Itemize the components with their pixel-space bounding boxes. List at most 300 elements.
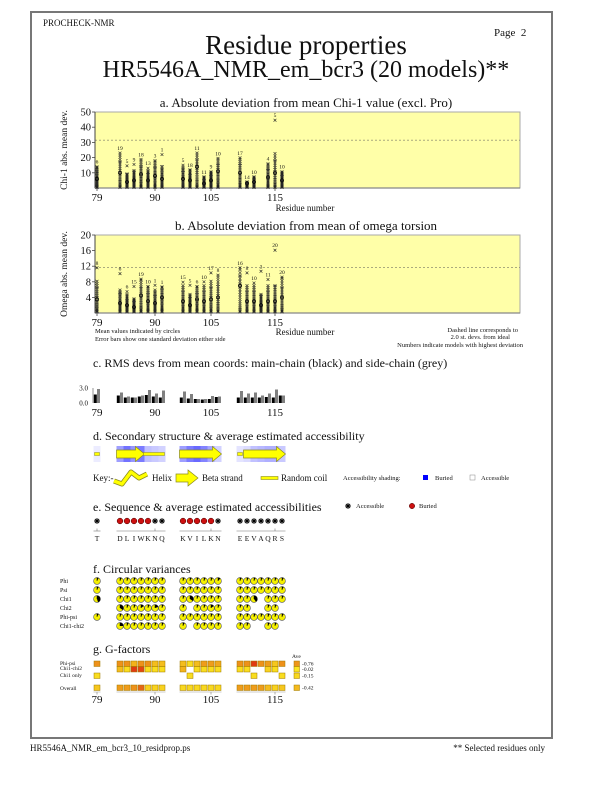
- accessible-residue-icon: [279, 518, 285, 524]
- g-factor-cell: [244, 661, 250, 667]
- g-factor-cell: [272, 661, 278, 667]
- variance-dial-icon: [215, 587, 222, 594]
- residue-letter: V: [187, 534, 193, 543]
- variance-dial-icon: [237, 605, 244, 612]
- variance-dial-icon: [237, 587, 244, 594]
- main-chain-bar: [237, 398, 240, 404]
- omega-model-label: 20: [272, 243, 278, 250]
- chi1-model-label: 5: [181, 158, 185, 165]
- omega-model-label: 19: [138, 272, 144, 279]
- accessibility-shading-label: Accessibility shading:: [343, 475, 401, 482]
- residue-letter: I: [195, 534, 199, 543]
- variance-dial-icon: [272, 578, 279, 585]
- accessible-residue-icon: [265, 518, 271, 524]
- omega-model-label: 8: [216, 268, 220, 275]
- variance-dial-icon: [208, 614, 215, 621]
- variance-dial-icon: [145, 623, 152, 630]
- omega-model-label: 16: [237, 260, 243, 267]
- main-chain-bar: [251, 398, 254, 404]
- omega-model-label: 6: [125, 284, 129, 291]
- variance-dial-icon: [244, 605, 251, 612]
- g-factor-cell: [279, 661, 285, 667]
- variance-dial-icon: [180, 587, 187, 594]
- variance-dial-icon: [187, 596, 194, 603]
- coil-key-icon: [261, 477, 278, 480]
- g-factor-average-value: -0.42: [302, 685, 314, 692]
- residue-letter: N: [152, 534, 158, 543]
- g-factor-cell: [187, 685, 193, 691]
- g-factor-cell: [251, 685, 257, 691]
- variance-dial-icon: [180, 605, 187, 612]
- circular-variance-row-label: Psi: [60, 588, 68, 594]
- side-chain-bar: [197, 399, 200, 403]
- g-factor-x-tick-label: 90: [149, 694, 161, 706]
- variance-dial-icon: [124, 614, 131, 621]
- note-st-devs: 2.0 st. devs. from ideal: [450, 334, 510, 341]
- accessible-residue-icon: [152, 518, 158, 524]
- accessible-residue-icon: [272, 518, 278, 524]
- g-factor-cell: [145, 661, 151, 667]
- accessible-residue-icon: [94, 518, 100, 524]
- g-factor-average-cell: [294, 685, 300, 691]
- rms-x-tick-label: 115: [266, 407, 284, 419]
- residue-letter: S: [279, 534, 285, 543]
- secondary-structure-title: d. Secondary structure & average estimated accessibility: [93, 429, 365, 443]
- g-factors-grid: [60, 661, 314, 706]
- buried-residue-icon: [180, 518, 186, 524]
- g-factor-cell: [265, 667, 271, 673]
- page-subtitle: HR5546A_NMR_em_bcr3 (20 models)**: [102, 57, 510, 83]
- side-chain-bar: [240, 391, 243, 403]
- circular-variance-row-label: Chi1: [60, 597, 72, 603]
- variance-dial-icon: [159, 614, 166, 621]
- chi1-model-label: 6: [95, 159, 99, 166]
- variance-dial-icon: [131, 578, 138, 585]
- main-chain-bar: [117, 396, 120, 404]
- asterisk-spokes: [265, 518, 271, 524]
- main-chain-bar: [272, 398, 275, 404]
- g-factor-cell: [201, 685, 207, 691]
- main-chain-bar: [208, 399, 211, 403]
- residue-letter: W: [137, 534, 145, 543]
- variance-dial-icon: [279, 614, 286, 621]
- omega-model-label: 1: [153, 278, 157, 285]
- variance-dial-icon: [208, 605, 215, 612]
- g-factor-cell: [208, 685, 214, 691]
- variance-dial-icon: [145, 605, 152, 612]
- chi1-model-label: 4: [266, 156, 270, 163]
- variance-dial-icon: [201, 587, 208, 594]
- variance-dial-icon: [145, 578, 152, 585]
- omega-y-tick-label: 12: [80, 261, 91, 273]
- g-factor-cell: [215, 667, 221, 673]
- variance-dial-icon: [194, 623, 201, 630]
- side-chain-bar: [155, 394, 158, 404]
- chi1-model-label: 1: [160, 147, 164, 154]
- side-chain-bar: [141, 396, 144, 404]
- g-factor-cell: [152, 667, 158, 673]
- variance-dial-icon: [265, 578, 272, 585]
- figure-marks: [60, 108, 520, 707]
- g-factor-row-label: Overall: [60, 686, 77, 692]
- g-factor-cell: [237, 667, 243, 673]
- variance-dial-icon: [124, 605, 131, 612]
- g-factor-cell: [187, 661, 193, 667]
- note-model-numbers: Numbers indicate models with highest deviation: [397, 342, 523, 349]
- chi1-plot-area: [95, 112, 520, 188]
- residue-letter: K: [145, 534, 151, 543]
- g-factor-cell: [251, 661, 257, 667]
- variance-dial-icon: [117, 623, 124, 630]
- circular-variance-row-label: Chi2: [60, 606, 72, 612]
- g-factor-cell: [131, 685, 137, 691]
- asterisk-spokes: [251, 518, 257, 524]
- variance-dial-icon: [251, 596, 258, 603]
- variance-dial-icon: [215, 596, 222, 603]
- g-factor-x-tick-label: 115: [266, 694, 284, 706]
- omega-x-tick-label: 105: [202, 317, 220, 329]
- g-factor-cell: [138, 667, 144, 673]
- g-factor-cell: [251, 673, 257, 679]
- omega-model-label: 11: [265, 272, 271, 279]
- sequence-track: [94, 518, 286, 543]
- random-coil: [144, 453, 165, 456]
- chi1-y-axis-label: Chi-1 abs. mean dev.: [60, 110, 70, 190]
- g-factors-title: g. G-factors: [93, 642, 151, 656]
- main-chain-bar: [159, 398, 162, 404]
- chi1-y-tick-label: 10: [80, 168, 91, 180]
- residue-letter: Q: [265, 534, 271, 543]
- g-factor-cell: [131, 661, 137, 667]
- variance-dial-icon: [237, 596, 244, 603]
- asterisk-spokes: [215, 518, 221, 524]
- variance-dial-icon: [152, 623, 159, 630]
- omega-y-tick-label: 4: [85, 292, 91, 304]
- g-factor-x-tick-label: 79: [91, 694, 103, 706]
- asterisk-spokes: [159, 518, 165, 524]
- variance-dial-icon: [272, 596, 279, 603]
- side-chain-bar: [282, 396, 285, 404]
- omega-y-tick-label: 8: [85, 277, 91, 289]
- accessible-residue-icon: [251, 518, 257, 524]
- buried-swatch-icon: [423, 475, 428, 480]
- buried-residue-icon: [117, 518, 123, 524]
- residue-letter: E: [244, 534, 250, 543]
- variance-dial-icon: [180, 614, 187, 621]
- variance-dial-icon: [265, 587, 272, 594]
- variance-dial-icon: [117, 596, 124, 603]
- sequence-title: e. Sequence & average estimated accessibilities: [93, 500, 322, 514]
- variance-dial-icon: [131, 614, 138, 621]
- g-factor-cell: [138, 661, 144, 667]
- residue-letter: R: [272, 534, 278, 543]
- g-factor-cell: [159, 685, 165, 691]
- omega-model-label: 15: [180, 275, 186, 282]
- variance-dial-icon: [194, 596, 201, 603]
- omega-x-tick-label: 79: [91, 317, 103, 329]
- variance-dial-icon: [251, 587, 258, 594]
- side-chain-bar: [204, 399, 207, 403]
- g-factor-cell: [124, 661, 130, 667]
- variance-dial-icon: [265, 605, 272, 612]
- variance-dial-icon: [152, 605, 159, 612]
- chi1-model-label: 3: [153, 153, 157, 160]
- accessible-legend-label: Accessible: [356, 503, 385, 510]
- chi1-model-label: 11: [194, 146, 200, 153]
- variance-dial-icon: [194, 587, 201, 594]
- g-factor-row-label: Chi1 only: [60, 673, 82, 679]
- omega-model-label: 10: [251, 275, 257, 282]
- variance-dial-icon: [272, 614, 279, 621]
- rms-y-tick-label: 0.0: [79, 399, 88, 408]
- asterisk-spokes: [237, 518, 243, 524]
- g-factor-cell: [194, 685, 200, 691]
- key-prefix: Key:-: [93, 473, 114, 483]
- variance-dial-icon: [138, 605, 145, 612]
- residue-letter: V: [251, 534, 257, 543]
- chi1-y-tick-label: 30: [80, 137, 91, 149]
- variance-dial-icon: [131, 587, 138, 594]
- buried-residue-icon: [131, 518, 137, 524]
- side-chain-bar: [127, 397, 130, 404]
- variance-dial-icon: [244, 596, 251, 603]
- g-factor-average-cell: [294, 667, 300, 673]
- residue-letter: I: [132, 534, 136, 543]
- g-factor-cell: [152, 661, 158, 667]
- variance-dial-icon: [117, 578, 124, 585]
- side-chain-bar: [254, 393, 257, 404]
- residue-letter: K: [180, 534, 186, 543]
- side-chain-bar: [211, 396, 214, 403]
- key-strand-label: Beta strand: [202, 473, 243, 483]
- variance-dial-icon: [215, 578, 222, 585]
- chi1-x-axis-label: Residue number: [275, 203, 335, 213]
- g-factor-cell: [180, 667, 186, 673]
- side-chain-bar: [183, 392, 186, 404]
- rms-plot-title: c. RMS devs from mean coords: main-chain (black) and side-chain (grey): [93, 356, 448, 370]
- buried-residue-icon: [187, 518, 193, 524]
- random-coil: [95, 453, 100, 456]
- omega-model-label: 8: [245, 265, 249, 272]
- circular-variances-title: f. Circular variances: [93, 562, 191, 576]
- omega-x-axis-label: Residue number: [275, 327, 335, 337]
- note-mean-values: Mean values indicated by circles: [95, 328, 181, 335]
- g-factor-cell: [94, 685, 100, 691]
- residue-letter: L: [201, 534, 207, 543]
- g-factor-cell: [265, 661, 271, 667]
- variance-dial-icon: [94, 587, 101, 594]
- g-factor-cell: [159, 661, 165, 667]
- variance-dial-icon: [244, 623, 251, 630]
- dial-wedge: [120, 623, 123, 626]
- variance-dial-icon: [94, 596, 101, 603]
- variance-dial-icon: [117, 605, 124, 612]
- variance-dial-icon: [201, 614, 208, 621]
- variance-dial-icon: [265, 614, 272, 621]
- variance-dial-icon: [208, 623, 215, 630]
- g-factor-cell: [180, 685, 186, 691]
- g-factor-cell: [279, 673, 285, 679]
- chi1-model-label: 13: [145, 161, 151, 168]
- omega-model-label: 6: [118, 266, 122, 273]
- key-coil-label: Random coil: [281, 473, 328, 483]
- chi1-model-label: 5: [273, 113, 277, 120]
- page-title: Residue properties: [205, 30, 407, 60]
- g-factor-cell: [131, 667, 137, 673]
- chi1-model-label: 9: [209, 164, 213, 171]
- variance-dial-icon: [208, 587, 215, 594]
- buried-residue-icon: [208, 518, 214, 524]
- variance-dial-icon: [208, 578, 215, 585]
- secondary-structure-track: [94, 446, 286, 462]
- g-factor-cell: [215, 685, 221, 691]
- variance-dial-icon: [138, 587, 145, 594]
- main-chain-bar: [194, 399, 197, 403]
- variance-dial-icon: [194, 605, 201, 612]
- g-factor-cell: [94, 661, 100, 667]
- residue-letter: A: [258, 534, 264, 543]
- chi1-model-label: 17: [237, 150, 243, 157]
- variance-dial-icon: [251, 614, 258, 621]
- variance-dial-icon: [180, 623, 187, 630]
- variance-dial-icon: [215, 623, 222, 630]
- buried-residue-icon: [124, 518, 130, 524]
- main-chain-bar: [265, 397, 268, 403]
- variance-dial-icon: [94, 578, 101, 585]
- side-chain-bar: [148, 390, 151, 403]
- chi1-model-label: 14: [244, 174, 250, 181]
- variance-dial-icon: [258, 578, 265, 585]
- note-dashed-line: Dashed line corresponds to: [447, 327, 518, 334]
- main-chain-bar: [187, 399, 190, 404]
- g-factor-cell: [194, 667, 200, 673]
- omega-y-tick-label: 20: [80, 230, 91, 242]
- g-factor-cell: [237, 661, 243, 667]
- asterisk-spokes: [258, 518, 264, 524]
- accessible-residue-icon: [215, 518, 221, 524]
- g-factor-cell: [237, 685, 243, 691]
- variance-dial-icon: [131, 623, 138, 630]
- variance-dial-icon: [138, 578, 145, 585]
- chi1-model-label: 18: [187, 162, 193, 169]
- buried-legend-label: Buried: [419, 503, 437, 510]
- chi1-x-tick-label: 115: [266, 192, 284, 204]
- variance-dial-icon: [159, 623, 166, 630]
- variance-dial-icon: [272, 587, 279, 594]
- main-chain-bar: [215, 397, 218, 403]
- side-chain-bar: [275, 390, 278, 404]
- variance-dial-icon: [244, 614, 251, 621]
- variance-dial-icon: [279, 578, 286, 585]
- side-chain-bar: [190, 394, 193, 403]
- key-helix-label: Helix: [152, 473, 172, 483]
- variance-dial-icon: [215, 605, 222, 612]
- variance-dial-icon: [279, 596, 286, 603]
- side-chain-bar: [120, 393, 123, 404]
- omega-model-label: 8: [95, 260, 99, 267]
- variance-dial-icon: [272, 623, 279, 630]
- variance-dial-icon: [138, 596, 145, 603]
- g-factor-row-label: Chi1-chi2: [60, 666, 82, 672]
- residue-letter: L: [124, 534, 130, 543]
- buried-key-label: Buried: [435, 475, 453, 482]
- g-factor-average-cell: [294, 661, 300, 667]
- variance-dial-icon: [208, 596, 215, 603]
- random-coil: [238, 453, 243, 456]
- circular-variance-row-label: Phi: [60, 579, 69, 585]
- asterisk-spokes: [244, 518, 250, 524]
- g-factor-cell: [272, 667, 278, 673]
- omega-model-label: 17: [208, 265, 214, 272]
- rms-x-tick-label: 105: [202, 407, 220, 419]
- residue-letter: N: [215, 534, 221, 543]
- variance-dial-icon: [152, 587, 159, 594]
- omega-y-axis-label: Omega abs. mean dev.: [60, 231, 70, 317]
- main-chain-bar: [201, 400, 204, 404]
- variance-dial-icon: [131, 605, 138, 612]
- variance-dial-icon: [201, 578, 208, 585]
- variance-dial-icon: [201, 623, 208, 630]
- g-factor-average-cell: [294, 673, 300, 679]
- variance-dial-icon: [187, 578, 194, 585]
- main-chain-bar: [124, 398, 127, 404]
- g-factor-cell: [244, 685, 250, 691]
- variance-dial-icon: [124, 578, 131, 585]
- rms-x-tick-label: 90: [149, 407, 161, 419]
- residue-letter: D: [117, 534, 123, 543]
- omega-chart: [81, 231, 521, 330]
- variance-dial-icon: [159, 587, 166, 594]
- chi1-model-label: 10: [279, 164, 285, 171]
- variance-dial-icon: [124, 596, 131, 603]
- omega-model-label: 6: [195, 279, 199, 286]
- chi1-x-tick-label: 105: [202, 192, 220, 204]
- g-factor-cell: [265, 685, 271, 691]
- chi1-model-label: 18: [138, 152, 144, 159]
- chi1-model-label: 19: [117, 146, 123, 153]
- omega-x-tick-label: 115: [266, 317, 284, 329]
- g-factor-cell: [94, 673, 100, 679]
- accessible-residue-icon: [237, 518, 243, 524]
- omega-model-label: 1: [160, 279, 164, 286]
- g-factor-cell: [258, 661, 264, 667]
- side-chain-bar: [261, 396, 264, 404]
- asterisk-spokes: [94, 518, 100, 524]
- accessible-residue-icon: [244, 518, 250, 524]
- g-factor-cell: [152, 685, 158, 691]
- variance-dial-icon: [194, 578, 201, 585]
- variance-dial-icon: [138, 623, 145, 630]
- g-factor-cell: [208, 661, 214, 667]
- variance-dial-icon: [152, 614, 159, 621]
- side-chain-bar: [268, 394, 271, 404]
- chi1-chart: [81, 108, 521, 205]
- variance-dial-icon: [117, 587, 124, 594]
- chi1-y-tick-label: 50: [80, 107, 91, 119]
- variance-dial-icon: [272, 605, 279, 612]
- g-factor-average-value: -0.15: [302, 673, 314, 680]
- page-number: Page 2: [494, 27, 527, 39]
- g-factor-cell: [272, 685, 278, 691]
- rms-x-tick-label: 79: [91, 407, 103, 419]
- variance-dial-icon: [117, 614, 124, 621]
- variance-dial-icon: [237, 578, 244, 585]
- g-factor-cell: [279, 685, 285, 691]
- variance-dial-icon: [152, 596, 159, 603]
- variance-dial-icon: [159, 605, 166, 612]
- variance-dial-icon: [194, 614, 201, 621]
- residue-letter: K: [208, 534, 214, 543]
